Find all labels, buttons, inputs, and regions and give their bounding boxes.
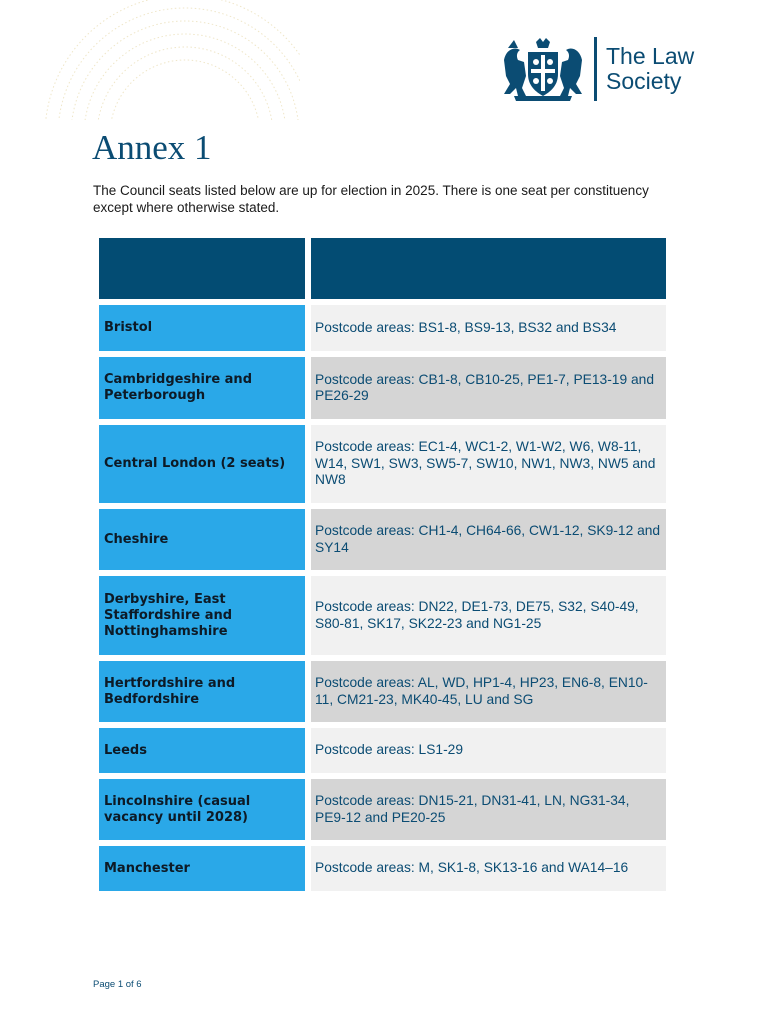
- postcode-areas: Postcode areas: AL, WD, HP1-4, HP23, EN6-8, EN10-11, CM21-23, MK40-45, LU and SG: [315, 675, 648, 707]
- constituency-cell: [99, 305, 305, 351]
- constituency-name: Cheshire: [104, 531, 169, 547]
- table-row: [99, 728, 666, 773]
- postcode-areas: Postcode areas: EC1-4, WC1-2, W1-W2, W6, W8-11, W14, SW1, SW3, SW5-7, SW10, NW1, NW3, NW5 and NW8: [315, 439, 656, 488]
- postcode-areas: Postcode areas: BS1-8, BS9-13, BS32 and BS34: [315, 319, 617, 335]
- logo-line-2: Society: [606, 68, 682, 94]
- areas-cell: [311, 728, 666, 773]
- constituency-cell: [99, 728, 305, 773]
- areas-cell: [311, 305, 666, 351]
- postcode-areas: Postcode areas: DN22, DE1-73, DE75, S32, S40-49, S80-81, SK17, SK22-23 and NG1-25: [315, 599, 639, 631]
- page-number: Page 1 of 6: [93, 979, 142, 990]
- logo-wordmark: [606, 44, 694, 94]
- table-row: [99, 779, 666, 840]
- constituency-name: Bristol: [104, 320, 153, 335]
- postcode-areas: Postcode areas: LS1-29: [315, 742, 464, 758]
- table-row: [99, 305, 666, 351]
- table-row: [99, 661, 666, 722]
- constituency-name: Derbyshire, East Staffordshire and Nottinghamshire: [104, 591, 233, 639]
- table-row: [99, 576, 666, 655]
- table-row: [99, 846, 666, 891]
- areas-cell: [311, 509, 666, 570]
- table-row: [99, 425, 666, 503]
- postcode-areas: Postcode areas: DN15-21, DN31-41, LN, NG31-34, PE9-12 and PE20-25: [315, 793, 630, 825]
- constituency-cell: [99, 576, 305, 655]
- constituency-cell: [99, 357, 305, 419]
- decorative-arcs: [0, 0, 300, 120]
- law-society-logo: [500, 36, 694, 102]
- areas-cell: [311, 779, 666, 840]
- constituency-name: Lincolnshire (casual vacancy until 2028): [104, 793, 251, 825]
- areas-cell: [311, 357, 666, 419]
- areas-cell: [311, 425, 666, 503]
- table-header-row: [99, 238, 666, 299]
- intro-paragraph: The Council seats listed below are up for election in 2025. There is one seat per constituency except where otherwise stated.: [93, 183, 649, 215]
- page-title: Annex 1: [92, 128, 212, 167]
- heraldic-crest-icon: [500, 36, 586, 102]
- constituency-name: Leeds: [104, 742, 147, 758]
- logo-divider: [594, 37, 597, 101]
- postcode-areas: Postcode areas: M, SK1-8, SK13-16 and WA14–16: [315, 860, 629, 876]
- areas-cell: [311, 846, 666, 891]
- table-row: [99, 357, 666, 419]
- constituency-cell: [99, 846, 305, 891]
- areas-cell: [311, 576, 666, 655]
- constituency-table: [93, 232, 672, 897]
- logo-line-1: The Law: [606, 43, 695, 69]
- constituency-name: Cambridgeshire and Peterborough: [104, 372, 252, 403]
- constituency-name: Central London (2 seats): [104, 456, 286, 471]
- constituency-cell: [99, 661, 305, 722]
- constituency-name: Manchester: [104, 860, 190, 876]
- header-cell-constituency: [99, 238, 305, 299]
- constituency-cell: [99, 509, 305, 570]
- areas-cell: [311, 661, 666, 722]
- postcode-areas: Postcode areas: CH1-4, CH64-66, CW1-12, SK9-12 and SY14: [315, 523, 661, 555]
- constituency-name: Hertfordshire and Bedfordshire: [104, 675, 236, 707]
- constituency-cell: [99, 425, 305, 503]
- header-cell-areas: [311, 238, 666, 299]
- table-row: [99, 509, 666, 570]
- postcode-areas: Postcode areas: CB1-8, CB10-25, PE1-7, PE13-19 and PE26-29: [315, 371, 654, 403]
- constituency-cell: [99, 779, 305, 840]
